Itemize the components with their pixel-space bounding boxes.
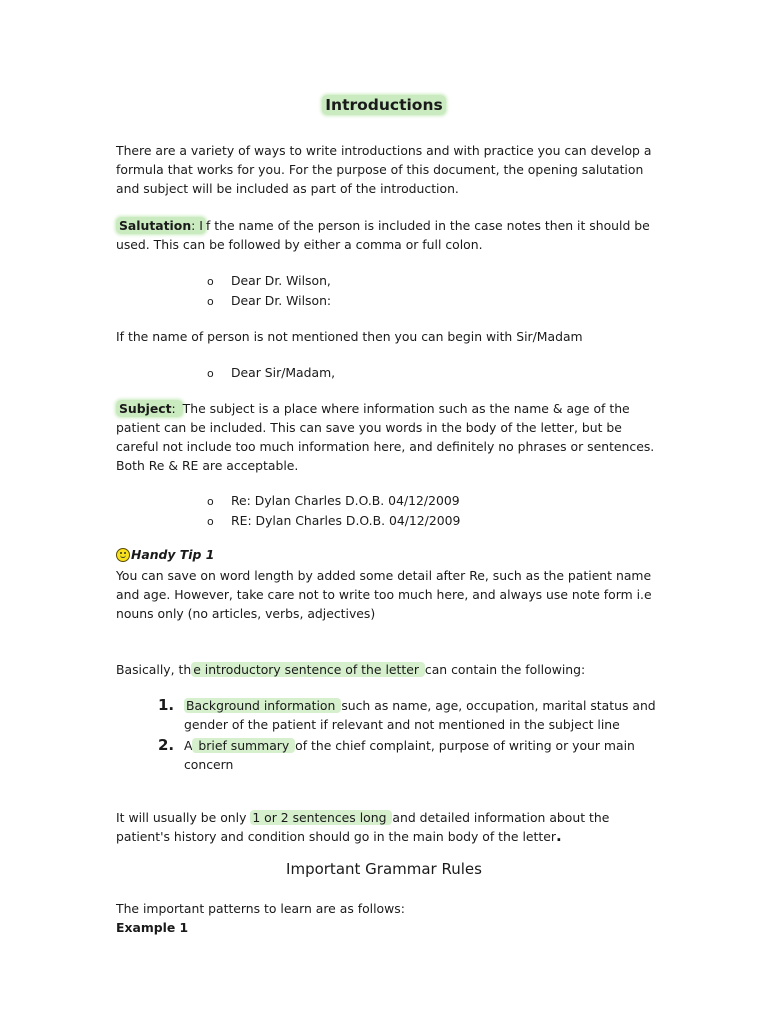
basically-highlight: e introductory sentence of the letter (193, 662, 423, 677)
salutation-label: Salutation: I (116, 217, 206, 234)
title-highlight: Introductions (322, 95, 445, 115)
usually-paragraph: It will usually be only 1 or 2 sentences long and detailed information about the patient's history and condition should go in the main body of the letter. (116, 810, 610, 845)
no-name-examples (207, 363, 627, 383)
list-item: o Re: Dylan Charles D.O.B. 04/12/2009 (207, 493, 460, 508)
basically-paragraph: Basically, th e introductory sentence of the letter can contain the following: (116, 662, 586, 677)
subject-text: The subject is a place where information such as the name & age of the patient can be included. This can save you words in the body of the letter, but be careful not include too much information here, and definitely no phrases or sentences. Both Re & RE are acceptable. (116, 401, 655, 473)
smiley-icon (116, 548, 130, 562)
subject-examples (207, 491, 627, 531)
patterns-paragraph: The important patterns to learn are as follows: (116, 901, 405, 916)
usually-highlight: 1 or 2 sentences long (252, 810, 391, 825)
list-item: o RE: Dylan Charles D.O.B. 04/12/2009 (207, 513, 461, 528)
subject-label: Subject: (116, 400, 183, 417)
list-item: o Dear Sir/Madam, (207, 365, 336, 380)
page-title (0, 96, 768, 114)
contents-list (158, 696, 658, 776)
list-item: o Dear Dr. Wilson: (207, 293, 332, 308)
example-label: Example 1 (116, 920, 189, 935)
salutation-examples (207, 271, 627, 311)
intro-paragraph: There are a variety of ways to write introductions and with practice you can develop a formula that works for you. For the purpose of this document, the opening salutation and subject will be included as part of the introduction. (116, 143, 652, 196)
list-item: 2. A brief summary of the chief complaint, purpose of writing or your main concern (158, 736, 635, 772)
no-name-paragraph: If the name of person is not mentioned then you can begin with Sir/Madam (116, 329, 583, 344)
list-item: o Dear Dr. Wilson, (207, 273, 331, 288)
handy-tip-text: You can save on word length by added some detail after Re, such as the patient name and age. However, take care not to write too much here, and always use note form i.e nouns only (no articles, verbs, adjectives) (116, 568, 652, 621)
grammar-heading: Important Grammar Rules (286, 860, 482, 878)
salutation-text: f the name of the person is included in the case notes then it should be used. This can be followed by either a comma or full colon. (116, 218, 650, 252)
list-item: 1. Background information such as name, age, occupation, marital status and gender of the patient if relevant and not mentioned in the subject line (158, 696, 656, 732)
handy-tip-heading: Handy Tip 1 (116, 545, 214, 564)
salutation-paragraph (116, 216, 661, 254)
subject-paragraph (116, 399, 661, 475)
